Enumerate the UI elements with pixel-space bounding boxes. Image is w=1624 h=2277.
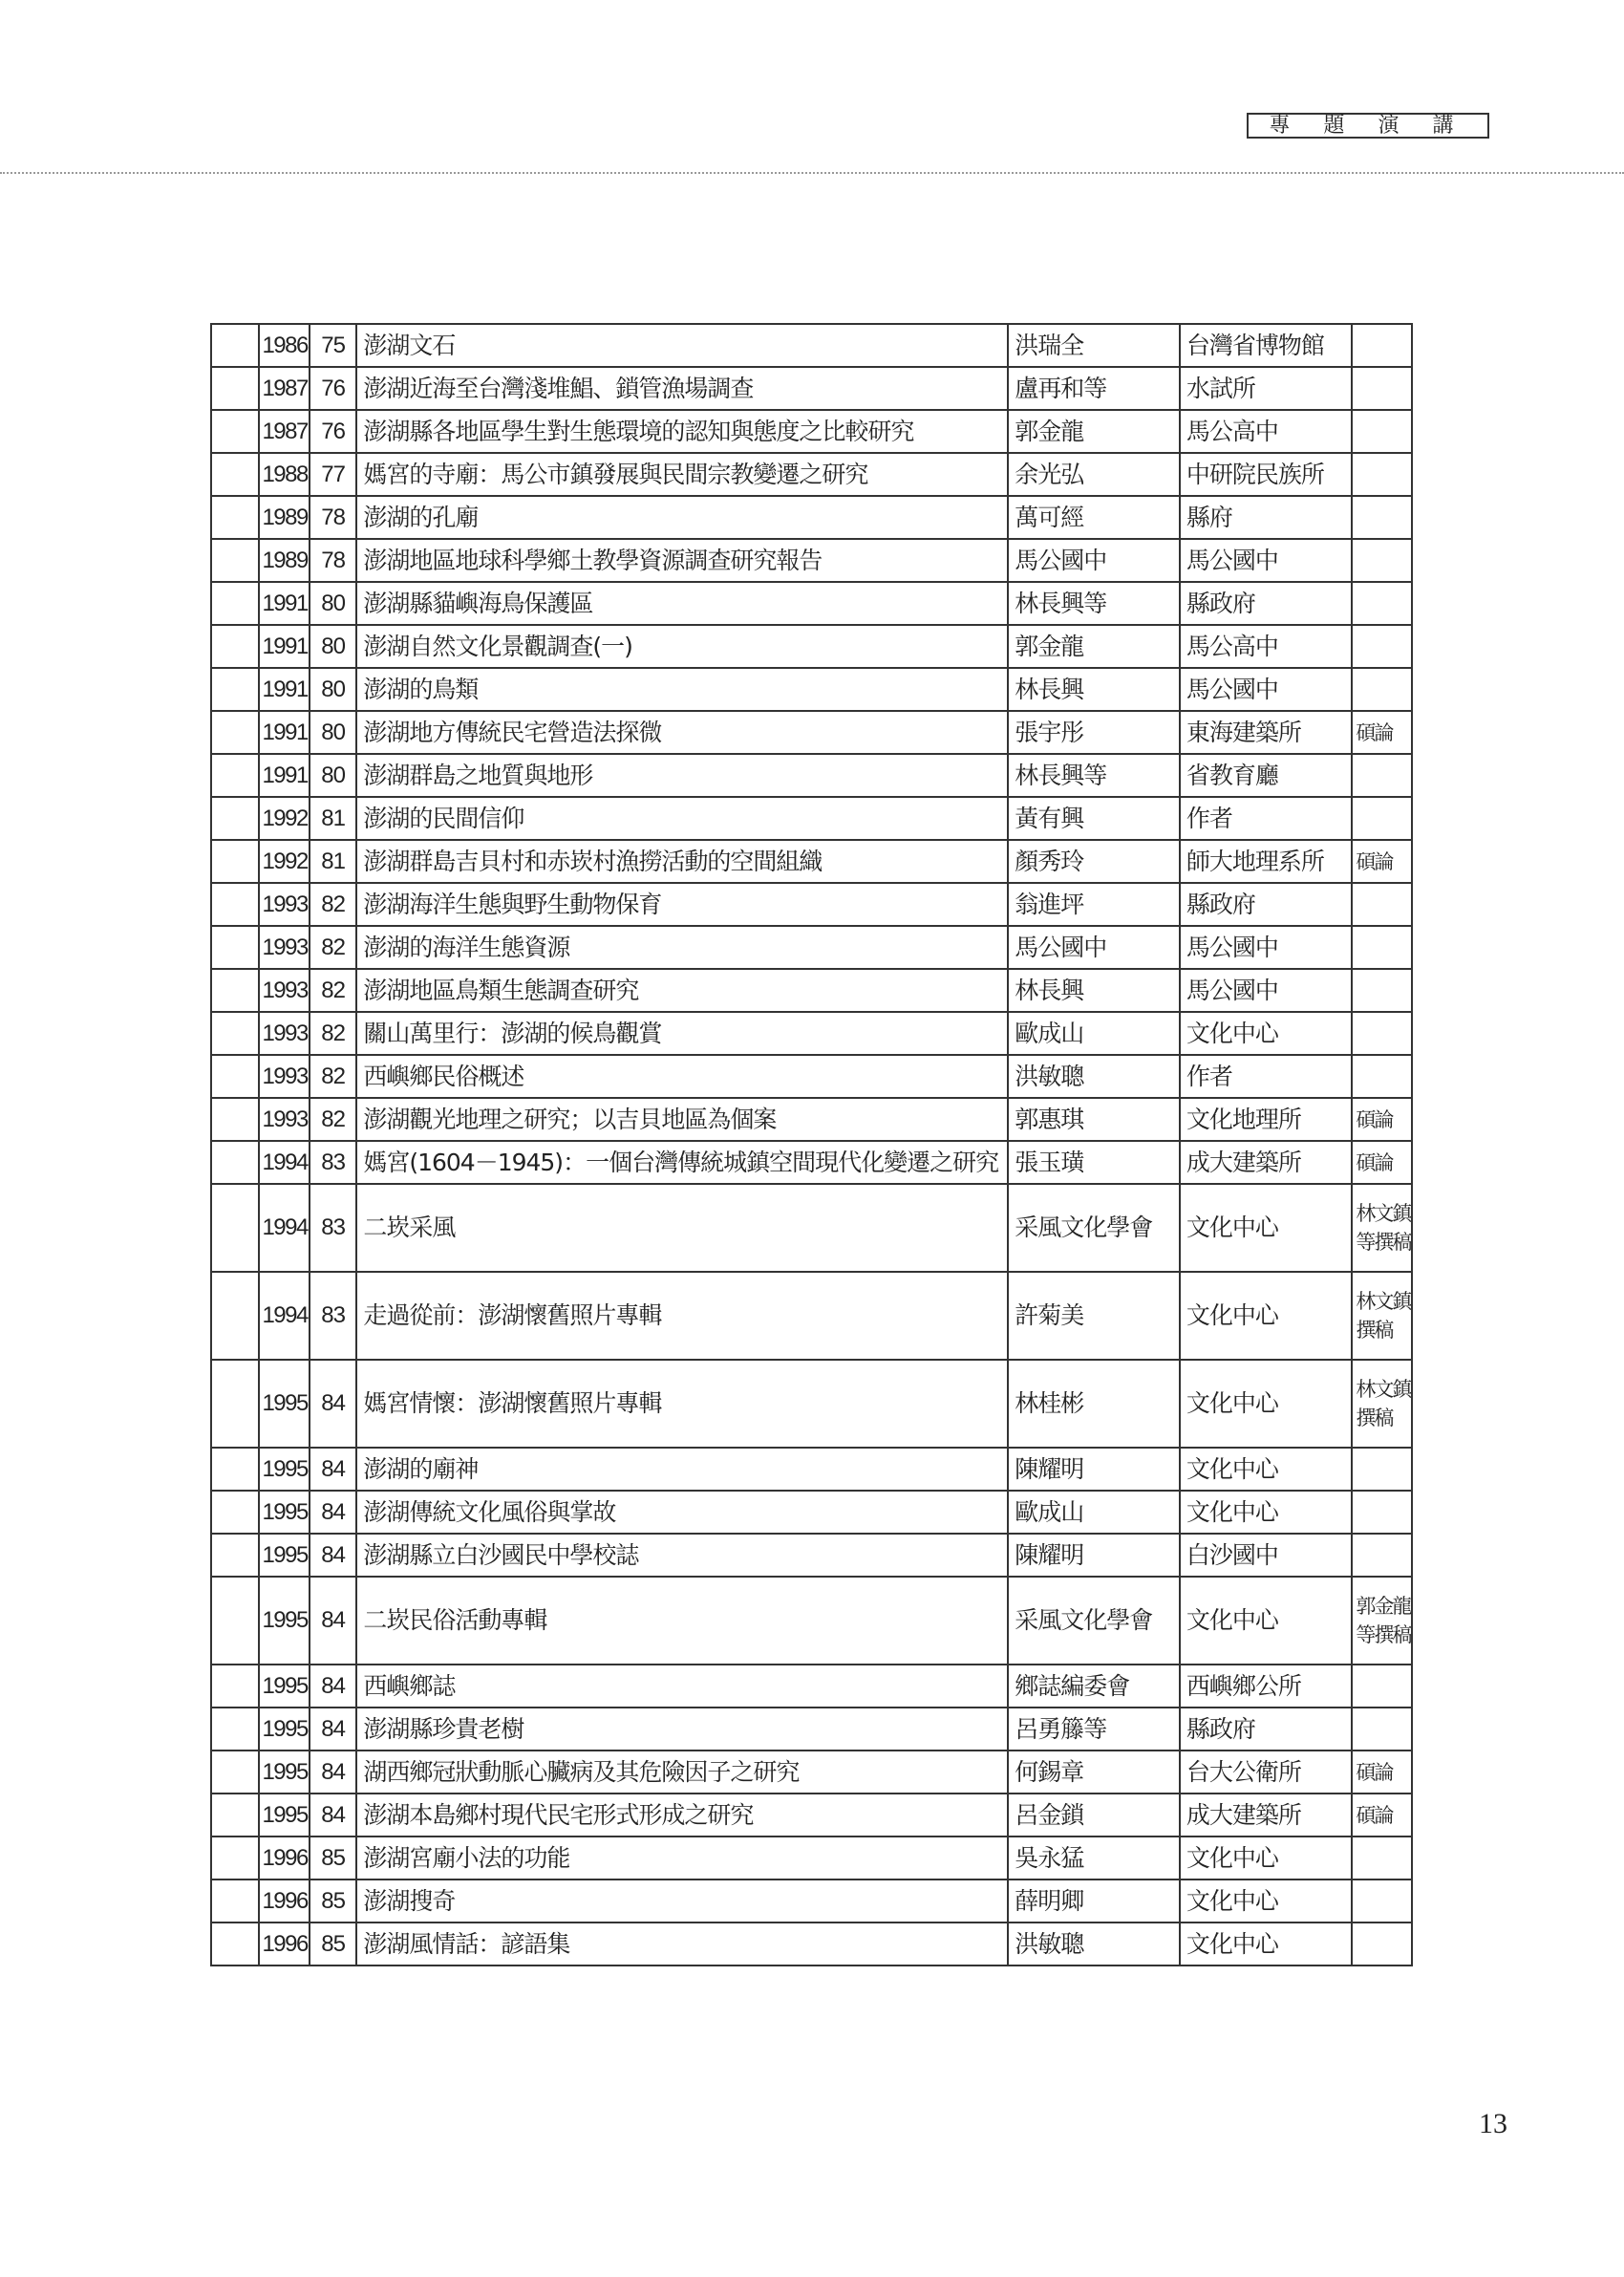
author-cell: 采風文化學會 (1008, 1184, 1180, 1272)
publisher-cell: 文化中心 (1180, 1880, 1353, 1923)
year-cell: 1995 (259, 1665, 309, 1708)
blank-cell (211, 1184, 259, 1272)
note-cell (1352, 1923, 1412, 1966)
title-cell: 澎湖群島之地質與地形 (356, 754, 1008, 797)
note-line: 碩論 (1356, 1760, 1393, 1784)
publisher-cell: 水試所 (1180, 367, 1353, 410)
publisher-cell: 成大建築所 (1180, 1141, 1353, 1184)
author-cell: 陳耀明 (1008, 1448, 1180, 1491)
roc-year-cell: 80 (310, 668, 356, 711)
publisher-cell: 成大建築所 (1180, 1794, 1353, 1837)
title-cell: 媽宮情懷：澎湖懷舊照片專輯 (356, 1360, 1008, 1448)
year-cell: 1991 (259, 582, 309, 625)
author-cell: 林桂彬 (1008, 1360, 1180, 1448)
roc-year-cell: 85 (310, 1837, 356, 1880)
publisher-cell: 縣政府 (1180, 582, 1353, 625)
year-cell: 1991 (259, 625, 309, 668)
blank-cell (211, 1448, 259, 1491)
year-cell: 1987 (259, 367, 309, 410)
author-cell: 吳永猛 (1008, 1837, 1180, 1880)
year-cell: 1986 (259, 324, 309, 367)
note-line: 撰稿 (1356, 1319, 1393, 1342)
table-row (211, 1577, 1412, 1665)
note-cell (1352, 668, 1412, 711)
title-cell: 西嶼鄉民俗概述 (356, 1055, 1008, 1098)
year-cell: 1994 (259, 1272, 309, 1360)
title-cell: 二崁采風 (356, 1184, 1008, 1272)
publisher-cell: 作者 (1180, 797, 1353, 840)
blank-cell (211, 1098, 259, 1141)
author-cell: 歐成山 (1008, 1491, 1180, 1534)
note-line: 等撰稿 (1356, 1623, 1411, 1646)
roc-year-cell: 84 (310, 1665, 356, 1708)
note-cell (1352, 410, 1412, 453)
title-cell: 澎湖地區地球科學鄉土教學資源調查研究報告 (356, 539, 1008, 582)
roc-year-cell: 81 (310, 797, 356, 840)
blank-cell (211, 1923, 259, 1966)
publisher-cell: 馬公高中 (1180, 625, 1353, 668)
roc-year-cell: 80 (310, 582, 356, 625)
author-cell: 呂金鎖 (1008, 1794, 1180, 1837)
title-cell: 澎湖的孔廟 (356, 496, 1008, 539)
author-cell: 林長興等 (1008, 754, 1180, 797)
publisher-cell: 師大地理系所 (1180, 840, 1353, 883)
year-cell: 1992 (259, 840, 309, 883)
title-cell: 澎湖本島鄉村現代民宅形式形成之研究 (356, 1794, 1008, 1837)
year-cell: 1995 (259, 1360, 309, 1448)
note-cell (1352, 324, 1412, 367)
publisher-cell: 縣政府 (1180, 1708, 1353, 1751)
table-row (211, 1880, 1412, 1923)
table-row (211, 668, 1412, 711)
table-row (211, 367, 1412, 410)
bibliography-table (210, 323, 1413, 1966)
roc-year-cell: 82 (310, 926, 356, 969)
blank-cell (211, 496, 259, 539)
publisher-cell: 台灣省博物館 (1180, 324, 1353, 367)
note-cell (1352, 1272, 1412, 1360)
roc-year-cell: 77 (310, 453, 356, 496)
author-cell: 洪瑞全 (1008, 324, 1180, 367)
table-row (211, 1751, 1412, 1794)
blank-cell (211, 324, 259, 367)
year-cell: 1994 (259, 1141, 309, 1184)
publisher-cell: 文化中心 (1180, 1184, 1353, 1272)
table-row (211, 754, 1412, 797)
publisher-cell: 文化中心 (1180, 1360, 1353, 1448)
blank-cell (211, 797, 259, 840)
blank-cell (211, 969, 259, 1012)
roc-year-cell: 80 (310, 625, 356, 668)
table-row (211, 1665, 1412, 1708)
publisher-cell: 文化中心 (1180, 1837, 1353, 1880)
year-cell: 1996 (259, 1880, 309, 1923)
table-row (211, 1491, 1412, 1534)
blank-cell (211, 926, 259, 969)
roc-year-cell: 84 (310, 1360, 356, 1448)
author-cell: 郭金龍 (1008, 625, 1180, 668)
author-cell: 呂勇籐等 (1008, 1708, 1180, 1751)
year-cell: 1988 (259, 453, 309, 496)
title-cell: 澎湖的廟神 (356, 1448, 1008, 1491)
note-line: 碩論 (1356, 1107, 1393, 1131)
note-cell (1352, 711, 1412, 754)
table-row (211, 1055, 1412, 1098)
note-cell (1352, 1055, 1412, 1098)
author-cell: 郭惠琪 (1008, 1098, 1180, 1141)
year-cell: 1993 (259, 926, 309, 969)
title-cell: 澎湖宮廟小法的功能 (356, 1837, 1008, 1880)
title-cell: 二崁民俗活動專輯 (356, 1577, 1008, 1665)
publisher-cell: 中研院民族所 (1180, 453, 1353, 496)
table-row (211, 582, 1412, 625)
note-cell (1352, 582, 1412, 625)
note-cell (1352, 1665, 1412, 1708)
year-cell: 1995 (259, 1534, 309, 1577)
table-row (211, 1448, 1412, 1491)
year-cell: 1995 (259, 1577, 309, 1665)
roc-year-cell: 82 (310, 1012, 356, 1055)
publisher-cell: 馬公國中 (1180, 969, 1353, 1012)
year-cell: 1995 (259, 1751, 309, 1794)
title-cell: 湖西鄉冠狀動脈心臟病及其危險因子之研究 (356, 1751, 1008, 1794)
blank-cell (211, 1708, 259, 1751)
author-cell: 采風文化學會 (1008, 1577, 1180, 1665)
note-cell (1352, 1141, 1412, 1184)
note-cell (1352, 1012, 1412, 1055)
table-row (211, 496, 1412, 539)
year-cell: 1991 (259, 668, 309, 711)
year-cell: 1996 (259, 1923, 309, 1966)
author-cell: 許菊美 (1008, 1272, 1180, 1360)
note-cell (1352, 926, 1412, 969)
title-cell: 媽宮的寺廟：馬公市鎮發展與民間宗教變遷之研究 (356, 453, 1008, 496)
note-cell (1352, 496, 1412, 539)
year-cell: 1989 (259, 539, 309, 582)
note-cell (1352, 840, 1412, 883)
blank-cell (211, 1272, 259, 1360)
blank-cell (211, 711, 259, 754)
year-cell: 1993 (259, 1098, 309, 1141)
year-cell: 1992 (259, 797, 309, 840)
publisher-cell: 馬公國中 (1180, 668, 1353, 711)
roc-year-cell: 85 (310, 1880, 356, 1923)
table-row (211, 1923, 1412, 1966)
year-cell: 1993 (259, 1012, 309, 1055)
blank-cell (211, 1751, 259, 1794)
title-cell: 澎湖文石 (356, 324, 1008, 367)
note-cell (1352, 1880, 1412, 1923)
note-cell (1352, 1837, 1412, 1880)
blank-cell (211, 539, 259, 582)
table-row (211, 324, 1412, 367)
author-cell: 盧再和等 (1008, 367, 1180, 410)
roc-year-cell: 82 (310, 969, 356, 1012)
title-cell: 澎湖風情話：諺語集 (356, 1923, 1008, 1966)
blank-cell (211, 1837, 259, 1880)
table-row (211, 1272, 1412, 1360)
note-line: 碩論 (1356, 849, 1393, 873)
title-cell: 澎湖近海至台灣淺堆鯧、鎖管漁場調查 (356, 367, 1008, 410)
table-row (211, 883, 1412, 926)
title-cell: 走過從前：澎湖懷舊照片專輯 (356, 1272, 1008, 1360)
year-cell: 1991 (259, 711, 309, 754)
roc-year-cell: 83 (310, 1141, 356, 1184)
note-cell (1352, 1577, 1412, 1665)
author-cell: 張宇彤 (1008, 711, 1180, 754)
title-cell: 澎湖群島吉貝村和赤崁村漁撈活動的空間組織 (356, 840, 1008, 883)
roc-year-cell: 78 (310, 496, 356, 539)
note-line: 碩論 (1356, 1803, 1393, 1827)
publisher-cell: 文化地理所 (1180, 1098, 1353, 1141)
table-row (211, 1098, 1412, 1141)
roc-year-cell: 80 (310, 711, 356, 754)
page-number: 13 (1479, 2108, 1507, 2139)
note-cell (1352, 1534, 1412, 1577)
blank-cell (211, 1012, 259, 1055)
note-cell (1352, 625, 1412, 668)
blank-cell (211, 1880, 259, 1923)
roc-year-cell: 83 (310, 1272, 356, 1360)
author-cell: 萬可經 (1008, 496, 1180, 539)
roc-year-cell: 81 (310, 840, 356, 883)
publisher-cell: 西嶼鄉公所 (1180, 1665, 1353, 1708)
publisher-cell: 文化中心 (1180, 1491, 1353, 1534)
table-row (211, 410, 1412, 453)
roc-year-cell: 76 (310, 410, 356, 453)
author-cell: 余光弘 (1008, 453, 1180, 496)
author-cell: 馬公國中 (1008, 539, 1180, 582)
header-divider (0, 172, 1624, 174)
note-line: 碩論 (1356, 720, 1393, 744)
roc-year-cell: 82 (310, 1098, 356, 1141)
blank-cell (211, 453, 259, 496)
year-cell: 1991 (259, 754, 309, 797)
note-line: 等撰稿 (1356, 1231, 1411, 1254)
roc-year-cell: 84 (310, 1448, 356, 1491)
title-cell: 澎湖觀光地理之研究；以吉貝地區為個案 (356, 1098, 1008, 1141)
note-line: 林文鎮 (1356, 1290, 1411, 1313)
title-cell: 澎湖的民間信仰 (356, 797, 1008, 840)
note-cell (1352, 797, 1412, 840)
title-cell: 澎湖縣貓嶼海鳥保護區 (356, 582, 1008, 625)
author-cell: 洪敏聰 (1008, 1055, 1180, 1098)
note-cell (1352, 453, 1412, 496)
table-row (211, 1141, 1412, 1184)
publisher-cell: 文化中心 (1180, 1012, 1353, 1055)
author-cell: 翁進坪 (1008, 883, 1180, 926)
title-cell: 澎湖的海洋生態資源 (356, 926, 1008, 969)
title-cell: 澎湖的鳥類 (356, 668, 1008, 711)
publisher-cell: 文化中心 (1180, 1923, 1353, 1966)
title-cell: 澎湖搜奇 (356, 1880, 1008, 1923)
note-cell (1352, 1708, 1412, 1751)
author-cell: 林長興 (1008, 969, 1180, 1012)
publisher-cell: 馬公高中 (1180, 410, 1353, 453)
note-cell (1352, 1184, 1412, 1272)
table-row (211, 1360, 1412, 1448)
blank-cell (211, 1141, 259, 1184)
roc-year-cell: 78 (310, 539, 356, 582)
table-row (211, 1184, 1412, 1272)
table-row (211, 1012, 1412, 1055)
title-cell: 關山萬里行：澎湖的候鳥觀賞 (356, 1012, 1008, 1055)
roc-year-cell: 76 (310, 367, 356, 410)
table-row (211, 926, 1412, 969)
blank-cell (211, 754, 259, 797)
publisher-cell: 馬公國中 (1180, 926, 1353, 969)
table-row (211, 711, 1412, 754)
note-cell (1352, 539, 1412, 582)
table-row (211, 1708, 1412, 1751)
note-cell (1352, 1360, 1412, 1448)
author-cell: 何錫章 (1008, 1751, 1180, 1794)
year-cell: 1995 (259, 1708, 309, 1751)
author-cell: 郭金龍 (1008, 410, 1180, 453)
note-cell (1352, 367, 1412, 410)
publisher-cell: 縣府 (1180, 496, 1353, 539)
title-cell: 西嶼鄉誌 (356, 1665, 1008, 1708)
year-cell: 1993 (259, 1055, 309, 1098)
publisher-cell: 作者 (1180, 1055, 1353, 1098)
roc-year-cell: 82 (310, 1055, 356, 1098)
note-cell (1352, 1098, 1412, 1141)
publisher-cell: 馬公國中 (1180, 539, 1353, 582)
author-cell: 薛明卿 (1008, 1880, 1180, 1923)
blank-cell (211, 1360, 259, 1448)
publisher-cell: 白沙國中 (1180, 1534, 1353, 1577)
roc-year-cell: 83 (310, 1184, 356, 1272)
blank-cell (211, 668, 259, 711)
author-cell: 洪敏聰 (1008, 1923, 1180, 1966)
blank-cell (211, 367, 259, 410)
title-cell: 澎湖海洋生態與野生動物保育 (356, 883, 1008, 926)
note-cell (1352, 969, 1412, 1012)
author-cell: 歐成山 (1008, 1012, 1180, 1055)
blank-cell (211, 1665, 259, 1708)
publisher-cell: 台大公衛所 (1180, 1751, 1353, 1794)
table-row (211, 625, 1412, 668)
roc-year-cell: 75 (310, 324, 356, 367)
title-cell: 澎湖縣各地區學生對生態環境的認知與態度之比較研究 (356, 410, 1008, 453)
year-cell: 1993 (259, 969, 309, 1012)
publisher-cell: 文化中心 (1180, 1448, 1353, 1491)
blank-cell (211, 883, 259, 926)
section-header-label: 專 題 演 講 (1247, 113, 1489, 139)
blank-cell (211, 1577, 259, 1665)
blank-cell (211, 410, 259, 453)
year-cell: 1994 (259, 1184, 309, 1272)
title-cell: 澎湖地區鳥類生態調查研究 (356, 969, 1008, 1012)
year-cell: 1987 (259, 410, 309, 453)
author-cell: 黃有興 (1008, 797, 1180, 840)
note-cell (1352, 883, 1412, 926)
note-line: 撰稿 (1356, 1407, 1393, 1429)
roc-year-cell: 84 (310, 1751, 356, 1794)
year-cell: 1995 (259, 1448, 309, 1491)
note-cell (1352, 1448, 1412, 1491)
year-cell: 1993 (259, 883, 309, 926)
table-row (211, 840, 1412, 883)
table-row (211, 969, 1412, 1012)
author-cell: 林長興 (1008, 668, 1180, 711)
roc-year-cell: 85 (310, 1923, 356, 1966)
table-row (211, 1794, 1412, 1837)
blank-cell (211, 840, 259, 883)
roc-year-cell: 84 (310, 1577, 356, 1665)
note-line: 郭金龍 (1356, 1595, 1411, 1618)
roc-year-cell: 80 (310, 754, 356, 797)
year-cell: 1995 (259, 1794, 309, 1837)
year-cell: 1996 (259, 1837, 309, 1880)
publisher-cell: 文化中心 (1180, 1272, 1353, 1360)
publisher-cell: 縣政府 (1180, 883, 1353, 926)
blank-cell (211, 1055, 259, 1098)
table-row (211, 539, 1412, 582)
note-cell (1352, 1751, 1412, 1794)
note-cell (1352, 754, 1412, 797)
title-cell: 澎湖縣立白沙國民中學校誌 (356, 1534, 1008, 1577)
year-cell: 1995 (259, 1491, 309, 1534)
author-cell: 鄉誌編委會 (1008, 1665, 1180, 1708)
blank-cell (211, 1534, 259, 1577)
table-row (211, 797, 1412, 840)
blank-cell (211, 582, 259, 625)
author-cell: 張玉璜 (1008, 1141, 1180, 1184)
note-cell (1352, 1794, 1412, 1837)
table-row (211, 453, 1412, 496)
publisher-cell: 省教育廳 (1180, 754, 1353, 797)
note-line: 林文鎮 (1356, 1202, 1411, 1225)
roc-year-cell: 84 (310, 1794, 356, 1837)
blank-cell (211, 1794, 259, 1837)
title-cell: 澎湖縣珍貴老樹 (356, 1708, 1008, 1751)
publisher-cell: 文化中心 (1180, 1577, 1353, 1665)
note-line: 碩論 (1356, 1150, 1393, 1174)
table-row (211, 1837, 1412, 1880)
roc-year-cell: 84 (310, 1491, 356, 1534)
blank-cell (211, 625, 259, 668)
title-cell: 澎湖自然文化景觀調查(一) (356, 625, 1008, 668)
year-cell: 1989 (259, 496, 309, 539)
note-line: 林文鎮 (1356, 1378, 1411, 1401)
author-cell: 顏秀玲 (1008, 840, 1180, 883)
publisher-cell: 東海建築所 (1180, 711, 1353, 754)
author-cell: 馬公國中 (1008, 926, 1180, 969)
author-cell: 陳耀明 (1008, 1534, 1180, 1577)
title-cell: 媽宮(1604－1945)：一個台灣傳統城鎮空間現代化變遷之研究 (356, 1141, 1008, 1184)
note-cell (1352, 1491, 1412, 1534)
blank-cell (211, 1491, 259, 1534)
author-cell: 林長興等 (1008, 582, 1180, 625)
roc-year-cell: 84 (310, 1534, 356, 1577)
title-cell: 澎湖地方傳統民宅營造法探微 (356, 711, 1008, 754)
roc-year-cell: 82 (310, 883, 356, 926)
roc-year-cell: 84 (310, 1708, 356, 1751)
title-cell: 澎湖傳統文化風俗與掌故 (356, 1491, 1008, 1534)
table-row (211, 1534, 1412, 1577)
